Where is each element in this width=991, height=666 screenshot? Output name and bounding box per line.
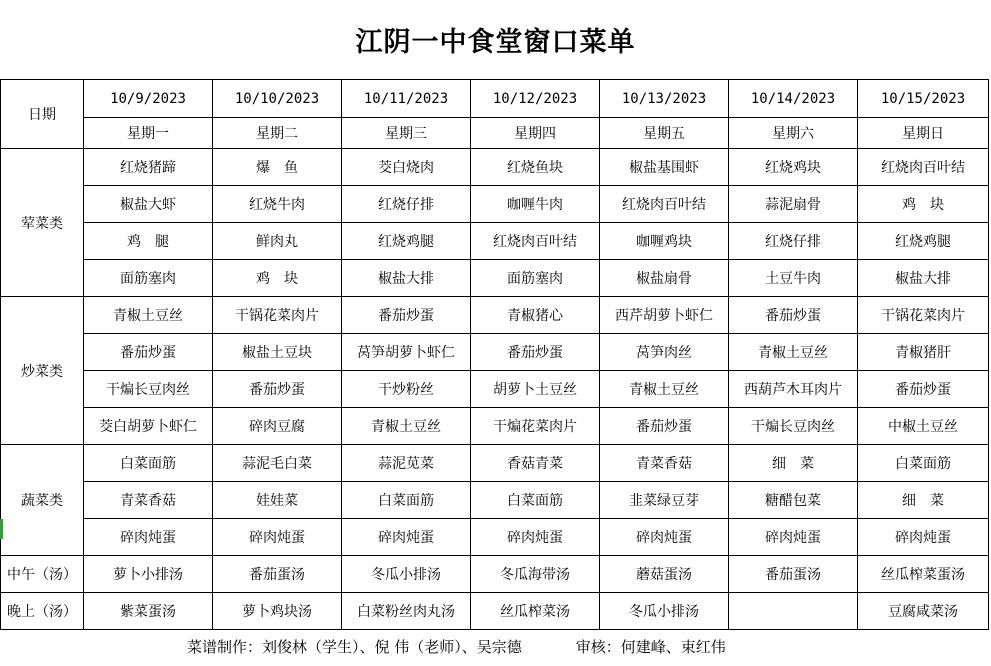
dish-cell: 干煸花菜肉片 (471, 408, 600, 445)
dish-cell: 糖醋包菜 (729, 482, 858, 519)
dish-cell: 碎肉炖蛋 (213, 519, 342, 556)
dish-cell: 细 菜 (729, 445, 858, 482)
dish-cell: 干煸长豆肉丝 (84, 371, 213, 408)
menu-row (1, 371, 989, 408)
menu-row (1, 223, 989, 260)
dish-cell: 干煸长豆肉丝 (729, 408, 858, 445)
date-cell: 10/10/2023 (213, 80, 342, 118)
dish-cell: 蒜泥扇骨 (729, 186, 858, 223)
menu-row (1, 334, 989, 371)
category-cell: 炒菜类 (1, 297, 84, 445)
dish-cell: 椒盐土豆块 (213, 334, 342, 371)
weekday-cell: 星期日 (858, 118, 989, 149)
dish-cell: 红烧猪蹄 (84, 149, 213, 186)
menu-row (1, 297, 989, 334)
soup-cell: 冬瓜小排汤 (342, 556, 471, 593)
dish-cell: 干锅花菜肉片 (213, 297, 342, 334)
weekday-cell: 星期六 (729, 118, 858, 149)
menu-row (1, 260, 989, 297)
menu-title: 江阴一中食堂窗口菜单 (355, 27, 636, 58)
date-row (1, 80, 989, 118)
dish-cell: 红烧仔排 (342, 186, 471, 223)
menu-row (1, 408, 989, 445)
dish-cell: 白菜面筋 (84, 445, 213, 482)
dish-cell: 鸡 腿 (84, 223, 213, 260)
weekday-cell: 星期四 (471, 118, 600, 149)
dish-cell: 椒盐基围虾 (600, 149, 729, 186)
dish-cell: 鸡 块 (858, 186, 989, 223)
soup-cell (729, 593, 858, 630)
dish-cell: 细 菜 (858, 482, 989, 519)
soup-cell: 冬瓜小排汤 (600, 593, 729, 630)
dish-cell: 番茄炒蛋 (858, 371, 989, 408)
date-cell: 10/12/2023 (471, 80, 600, 118)
dish-cell: 土豆牛肉 (729, 260, 858, 297)
footer (0, 626, 991, 666)
soup-cell: 萝卜鸡块汤 (213, 593, 342, 630)
weekday-cell: 星期一 (84, 118, 213, 149)
dish-cell: 红烧鸡腿 (342, 223, 471, 260)
dish-cell: 白菜面筋 (858, 445, 989, 482)
cell-selection-marker (0, 519, 3, 539)
menu-row (1, 519, 989, 556)
dish-cell: 青菜香菇 (600, 445, 729, 482)
dish-cell: 面筋塞肉 (84, 260, 213, 297)
weekday-row (1, 118, 989, 149)
soup-cell: 豆腐咸菜汤 (858, 593, 989, 630)
dish-cell: 椒盐大排 (858, 260, 989, 297)
soup-cell: 丝瓜榨菜蛋汤 (858, 556, 989, 593)
dish-cell: 鲜肉丸 (213, 223, 342, 260)
dish-cell: 干炒粉丝 (342, 371, 471, 408)
dish-cell: 碎肉炖蛋 (471, 519, 600, 556)
date-cell: 10/11/2023 (342, 80, 471, 118)
dish-cell: 中椒土豆丝 (858, 408, 989, 445)
dish-cell: 西芹胡萝卜虾仁 (600, 297, 729, 334)
dish-cell: 西葫芦木耳肉片 (729, 371, 858, 408)
dish-cell: 白菜面筋 (342, 482, 471, 519)
soup-cell: 番茄蛋汤 (213, 556, 342, 593)
soup-cell: 萝卜小排汤 (84, 556, 213, 593)
soup-row (1, 593, 989, 630)
dish-cell: 鸡 块 (213, 260, 342, 297)
dish-cell: 碎肉炖蛋 (84, 519, 213, 556)
soup-cell: 紫菜蛋汤 (84, 593, 213, 630)
dish-cell: 青椒土豆丝 (600, 371, 729, 408)
soup-label-cell: 中午（汤） (1, 556, 84, 593)
date-header-cell: 日期 (1, 80, 84, 149)
dish-cell: 番茄炒蛋 (84, 334, 213, 371)
dish-cell: 碎肉炖蛋 (858, 519, 989, 556)
dish-cell: 红烧鱼块 (471, 149, 600, 186)
menu-row (1, 482, 989, 519)
dish-cell: 莴笋肉丝 (600, 334, 729, 371)
soup-cell: 番茄蛋汤 (729, 556, 858, 593)
weekday-cell: 星期二 (213, 118, 342, 149)
dish-cell: 茭白胡萝卜虾仁 (84, 408, 213, 445)
dish-cell: 胡萝卜土豆丝 (471, 371, 600, 408)
dish-cell: 蒜泥苋菜 (342, 445, 471, 482)
weekday-cell: 星期三 (342, 118, 471, 149)
dish-cell: 爆 鱼 (213, 149, 342, 186)
dish-cell: 番茄炒蛋 (600, 408, 729, 445)
dish-cell: 番茄炒蛋 (342, 297, 471, 334)
dish-cell: 青椒土豆丝 (342, 408, 471, 445)
dish-cell: 青椒土豆丝 (729, 334, 858, 371)
dish-cell: 红烧牛肉 (213, 186, 342, 223)
dish-cell: 咖喱牛肉 (471, 186, 600, 223)
date-cell: 10/14/2023 (729, 80, 858, 118)
dish-cell: 红烧鸡腿 (858, 223, 989, 260)
dish-cell: 椒盐大排 (342, 260, 471, 297)
dish-cell: 碎肉炖蛋 (342, 519, 471, 556)
category-cell: 荤菜类 (1, 149, 84, 297)
footer-review: 审核：何建峰、束红伟 (575, 637, 726, 656)
menu-row (1, 186, 989, 223)
soup-label-cell: 晚上（汤） (1, 593, 84, 630)
soup-cell: 丝瓜榨菜汤 (471, 593, 600, 630)
dish-cell: 莴笋胡萝卜虾仁 (342, 334, 471, 371)
dish-cell: 咖喱鸡块 (600, 223, 729, 260)
dish-cell: 椒盐大虾 (84, 186, 213, 223)
soup-row (1, 556, 989, 593)
soup-cell: 冬瓜海带汤 (471, 556, 600, 593)
dish-cell: 椒盐扇骨 (600, 260, 729, 297)
dish-cell: 香菇青菜 (471, 445, 600, 482)
dish-cell: 碎肉豆腐 (213, 408, 342, 445)
dish-cell: 蒜泥毛白菜 (213, 445, 342, 482)
dish-cell: 红烧鸡块 (729, 149, 858, 186)
dish-cell: 碎肉炖蛋 (729, 519, 858, 556)
footer-credits: 菜谱制作：刘俊林（学生）、倪 伟（老师）、吴宗德 (187, 637, 522, 656)
dish-cell: 番茄炒蛋 (471, 334, 600, 371)
soup-cell: 蘑菇蛋汤 (600, 556, 729, 593)
dish-cell: 青椒猪心 (471, 297, 600, 334)
dish-cell: 番茄炒蛋 (213, 371, 342, 408)
dish-cell: 白菜面筋 (471, 482, 600, 519)
dish-cell: 红烧仔排 (729, 223, 858, 260)
dish-cell: 碎肉炖蛋 (600, 519, 729, 556)
menu-table (0, 79, 989, 630)
menu-row (1, 149, 989, 186)
dish-cell: 青椒猪肝 (858, 334, 989, 371)
dish-cell: 韭菜绿豆芽 (600, 482, 729, 519)
dish-cell: 娃娃菜 (213, 482, 342, 519)
dish-cell: 干锅花菜肉片 (858, 297, 989, 334)
dish-cell: 青菜香菇 (84, 482, 213, 519)
date-cell: 10/9/2023 (84, 80, 213, 118)
dish-cell: 青椒土豆丝 (84, 297, 213, 334)
dish-cell: 面筋塞肉 (471, 260, 600, 297)
category-cell: 蔬菜类 (1, 445, 84, 556)
dish-cell: 番茄炒蛋 (729, 297, 858, 334)
soup-cell: 白菜粉丝肉丸汤 (342, 593, 471, 630)
date-cell: 10/15/2023 (858, 80, 989, 118)
dish-cell: 红烧肉百叶结 (858, 149, 989, 186)
dish-cell: 红烧肉百叶结 (600, 186, 729, 223)
date-cell: 10/13/2023 (600, 80, 729, 118)
dish-cell: 茭白烧肉 (342, 149, 471, 186)
menu-row (1, 445, 989, 482)
weekday-cell: 星期五 (600, 118, 729, 149)
dish-cell: 红烧肉百叶结 (471, 223, 600, 260)
